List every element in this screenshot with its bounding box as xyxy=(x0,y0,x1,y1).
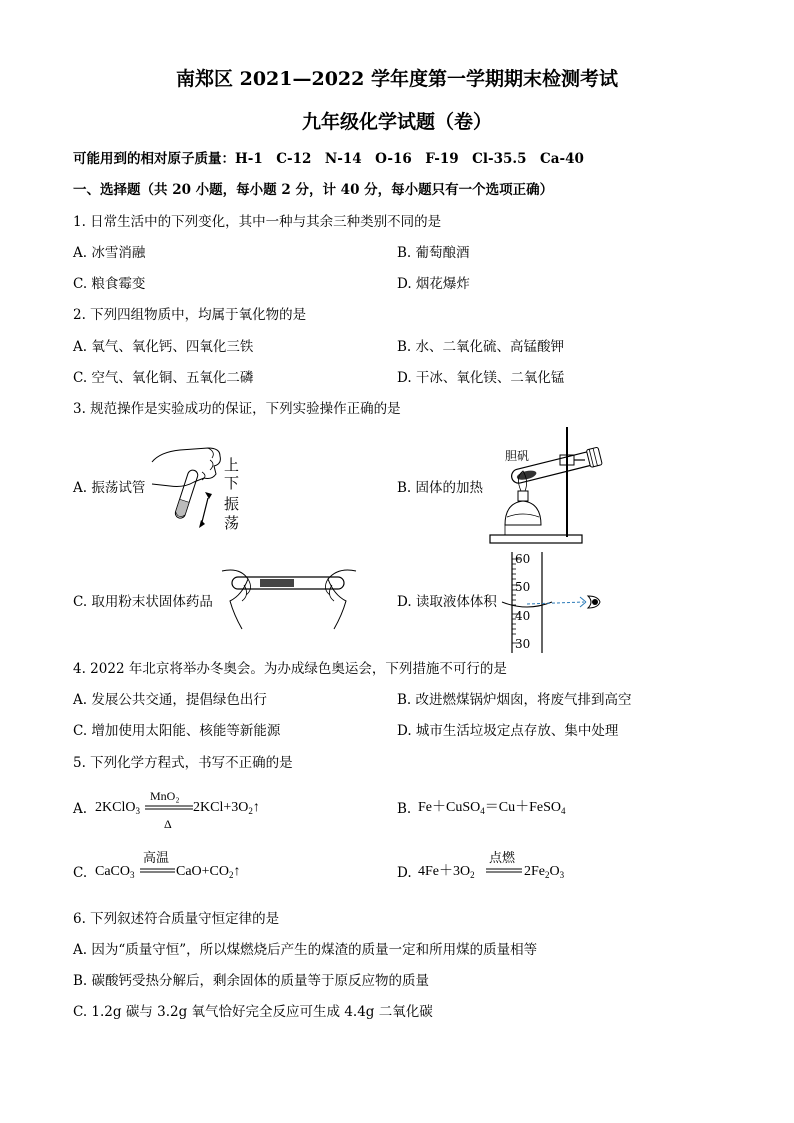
q1-option-a: A. 冰雪消融 xyxy=(73,245,146,261)
q3-option-c: C. 取用粉末状固体药品 xyxy=(73,594,213,610)
q5-a-products: $2KCl+3O_2↑$ xyxy=(193,800,260,816)
q3-option-d: D. 读取液体体积 xyxy=(397,594,497,610)
q5-c-reactant: CaCO$_3$ xyxy=(95,864,135,880)
fig-a-label-3: 振 xyxy=(224,495,240,513)
exam-subtitle: 九年级化学试题（卷） xyxy=(301,111,492,133)
q5-a-prefix: A. xyxy=(73,801,88,817)
fig-d-tick-40: 40 xyxy=(515,609,531,623)
fig-d-tick-60: 60 xyxy=(515,552,531,566)
fig-d-tick-30: 30 xyxy=(515,637,531,651)
q5-d-prefix: D. xyxy=(397,865,412,881)
exam-title: 南郑区 2021—2022 学年度第一学期期末检测考试 xyxy=(176,68,618,90)
q6-option-a: A. 因为“质量守恒”，所以煤燃烧后产生的煤渣的质量一定和所用煤的质量相等 xyxy=(73,942,538,958)
atomic-masses: 可能用到的相对原子质量：H-1 C-12 N-14 O-16 F-19 Cl-35.5 Ca-40 xyxy=(73,151,584,167)
q2-option-d: D. 干冰、氧化镁、二氧化锰 xyxy=(397,370,565,386)
q6-option-b: B. 碳酸钙受热分解后，剩余固体的质量等于原反应物的质量 xyxy=(73,973,430,989)
fig-a-label-1: 上 xyxy=(224,456,240,474)
q4-option-c: C. 增加使用太阳能、核能等新能源 xyxy=(73,723,281,739)
q5-a-equation: 2KClO$_3$ xyxy=(95,800,140,816)
q1-option-b: B. 葡萄酿酒 xyxy=(397,245,470,261)
q4-stem: 4. 2022 年北京将举办冬奥会。为办成绿色奥运会，下列措施不可行的是 xyxy=(73,661,507,677)
q1-option-c: C. 粮食霉变 xyxy=(73,276,146,292)
q5-a-equals xyxy=(145,805,193,811)
q5-d-reactants: $4Fe+3O_2$ xyxy=(418,864,475,880)
q5-d-equals xyxy=(486,868,522,874)
fig-a-label-2: 下 xyxy=(224,474,240,492)
q3-option-a: A. 振荡试管 xyxy=(73,480,146,496)
q4-option-d: D. 城市生活垃圾定点存放、集中处理 xyxy=(397,723,619,739)
q1-stem: 1. 日常生活中的下列变化，其中一种与其余三种类别不同的是 xyxy=(73,214,442,230)
figure-heating-solid xyxy=(485,425,615,550)
q5-c-products: $CaO+CO_2↑$ xyxy=(176,864,241,880)
q5-d-condition-top: 点燃 xyxy=(489,851,516,866)
q2-option-a: A. 氧气、氧化钙、四氧化三铁 xyxy=(73,339,254,355)
q4-option-b: B. 改进燃煤锅炉烟囱，将废气排到高空 xyxy=(397,692,632,708)
q5-stem: 5. 下列化学方程式，书写不正确的是 xyxy=(73,755,293,771)
q5-d-products: $2Fe_2O_3$ xyxy=(524,864,565,880)
q2-option-c: C. 空气、氧化铜、五氧化二磷 xyxy=(73,370,254,386)
q1-option-d: D. 烟花爆炸 xyxy=(397,276,470,292)
section-heading: 一、选择题（共 20 小题，每小题 2 分，计 40 分，每小题只有一个选项正确） xyxy=(73,182,554,198)
q5-b-equation: Fe＋CuSO$_4$＝Cu＋FeSO$_4$ xyxy=(418,800,566,816)
q3-stem: 3. 规范操作是实验成功的保证，下列实验操作正确的是 xyxy=(73,401,401,417)
fig-b-label: 胆矾 xyxy=(505,449,530,463)
q2-stem: 2. 下列四组物质中，均属于氧化物的是 xyxy=(73,307,307,323)
fig-d-tick-50: 50 xyxy=(515,580,531,594)
q5-b-prefix: B. xyxy=(397,801,412,817)
q2-option-b: B. 水、二氧化硫、高锰酸钾 xyxy=(397,339,565,355)
q5-c-equals xyxy=(140,868,175,874)
q4-option-a: A. 发展公共交通，提倡绿色出行 xyxy=(73,692,267,708)
q5-a-condition-top: MnO₂ xyxy=(150,789,180,803)
q6-option-c: C. 1.2g 碳与 3.2g 氧气恰好完全反应可生成 4.4g 二氧化碳 xyxy=(73,1004,433,1020)
q5-c-prefix: C. xyxy=(73,865,88,881)
q3-option-b: B. 固体的加热 xyxy=(397,480,484,496)
q5-a-condition-bottom: Δ xyxy=(164,817,172,831)
fig-a-label-4: 荡 xyxy=(224,514,240,532)
q5-c-condition-top: 高温 xyxy=(143,851,170,866)
figure-powder-tube xyxy=(220,565,360,635)
q6-stem: 6. 下列叙述符合质量守恒定律的是 xyxy=(73,911,280,927)
